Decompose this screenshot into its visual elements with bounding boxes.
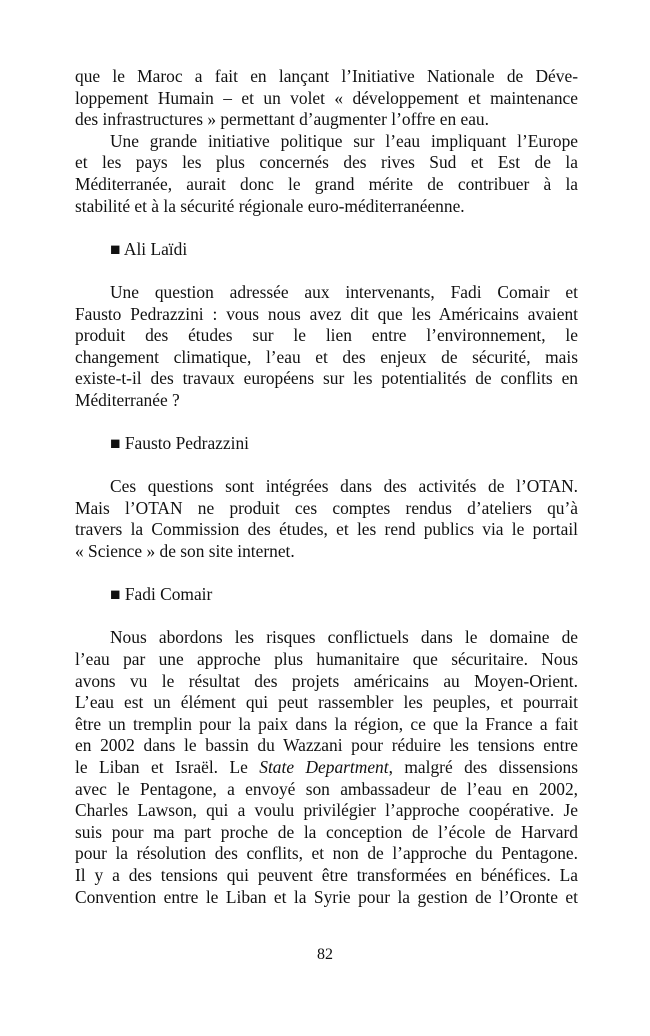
speaker-name: ■ Fadi Comair [110,584,213,605]
text-line: pour la résolution des conflits, et non de l’approche du Pentagone. [75,843,578,864]
text-line: Ces questions sont intégrées dans des activités de l’OTAN. [110,476,578,497]
text-line: loppement Humain – et un volet « développement et maintenance [75,87,578,108]
speaker-name: ■ Ali Laïdi [110,238,188,259]
text-line: produit des études sur le lien entre l’environnement, le [75,325,578,346]
blank-line [75,455,578,477]
page-body [75,66,578,908]
text-line: en 2002 dans le bassin du Wazzani pour réduire les tensions entre [75,735,578,756]
text-line: Méditerranée, aurait donc le grand mérite de contribuer à la [75,173,578,194]
text-line: être un tremplin pour la paix dans la région, ce que la France a fait [75,713,578,734]
text-line: existe-t-il des travaux européens sur les potentialités de conflits en [75,368,578,389]
text-line [75,757,578,779]
text-line: et les pays les plus concernés des rives Sud et Est de la [75,152,578,173]
paragraph [75,282,578,412]
paragraph [75,66,578,131]
text-line: travers la Commission des études, et les rend publics via le portail [75,519,578,540]
text-line: que le Maroc a fait en lançant l’Initiative Nationale de Déve- [75,66,578,86]
text-line: Mais l’OTAN ne produit ces comptes rendus d’ateliers qu’à [75,497,578,518]
text-span: le Liban et Israël. Le [75,757,260,777]
text-line: des infrastructures » permettant d’augmenter l’offre en eau. [75,109,489,130]
text-line: Convention entre le Liban et la Syrie pour la gestion de l’Oronte et [75,886,578,907]
blank-line [75,217,578,239]
text-line: Fausto Pedrazzini : vous nous avez dit que les Américains avaient [75,303,578,324]
text-line: L’eau est un élément qui peut rassembler les peuples, et pourrait [75,692,578,713]
text-line: stabilité et à la sécurité régionale euro-méditerranéenne. [75,195,465,216]
page-number: 82 [317,946,333,963]
text-line: « Science » de son site internet. [75,541,295,562]
blank-line [75,563,578,585]
blank-line [75,260,578,282]
text-line: changement climatique, l’eau et des enjeux de sécurité, mais [75,346,578,367]
blank-line [75,606,578,628]
text-line: Une question adressée aux intervenants, Fadi Comair et [110,281,578,302]
text-line: Il y a des tensions qui peuvent être transformées en bénéfices. La [75,864,578,885]
blank-line [75,412,578,434]
text-span: , malgré des dissensions [388,757,578,777]
text-line: Méditerranée ? [75,389,180,410]
text-line: avec le Pentagone, a envoyé son ambassadeur de l’eau en 2002, [75,778,578,799]
text-line: l’eau par une approche plus humanitaire que sécuritaire. Nous [75,649,578,670]
text-line: Nous abordons les risques conflictuels dans le domaine de [110,627,578,648]
paragraph [75,131,578,217]
text-line: Charles Lawson, qui a voulu privilégier l’approche coopérative. Je [75,800,578,821]
paragraph [75,627,578,908]
text-line: Une grande initiative politique sur l’eau impliquant l’Europe [110,130,578,151]
text-line: suis pour ma part proche de la conception de l’école de Harvard [75,821,578,842]
italic-text: State Department [259,757,389,777]
text-line: avons vu le résultat des projets américains au Moyen-Orient. [75,670,578,691]
speaker-name: ■ Fausto Pedrazzini [110,433,249,454]
paragraph [75,476,578,562]
